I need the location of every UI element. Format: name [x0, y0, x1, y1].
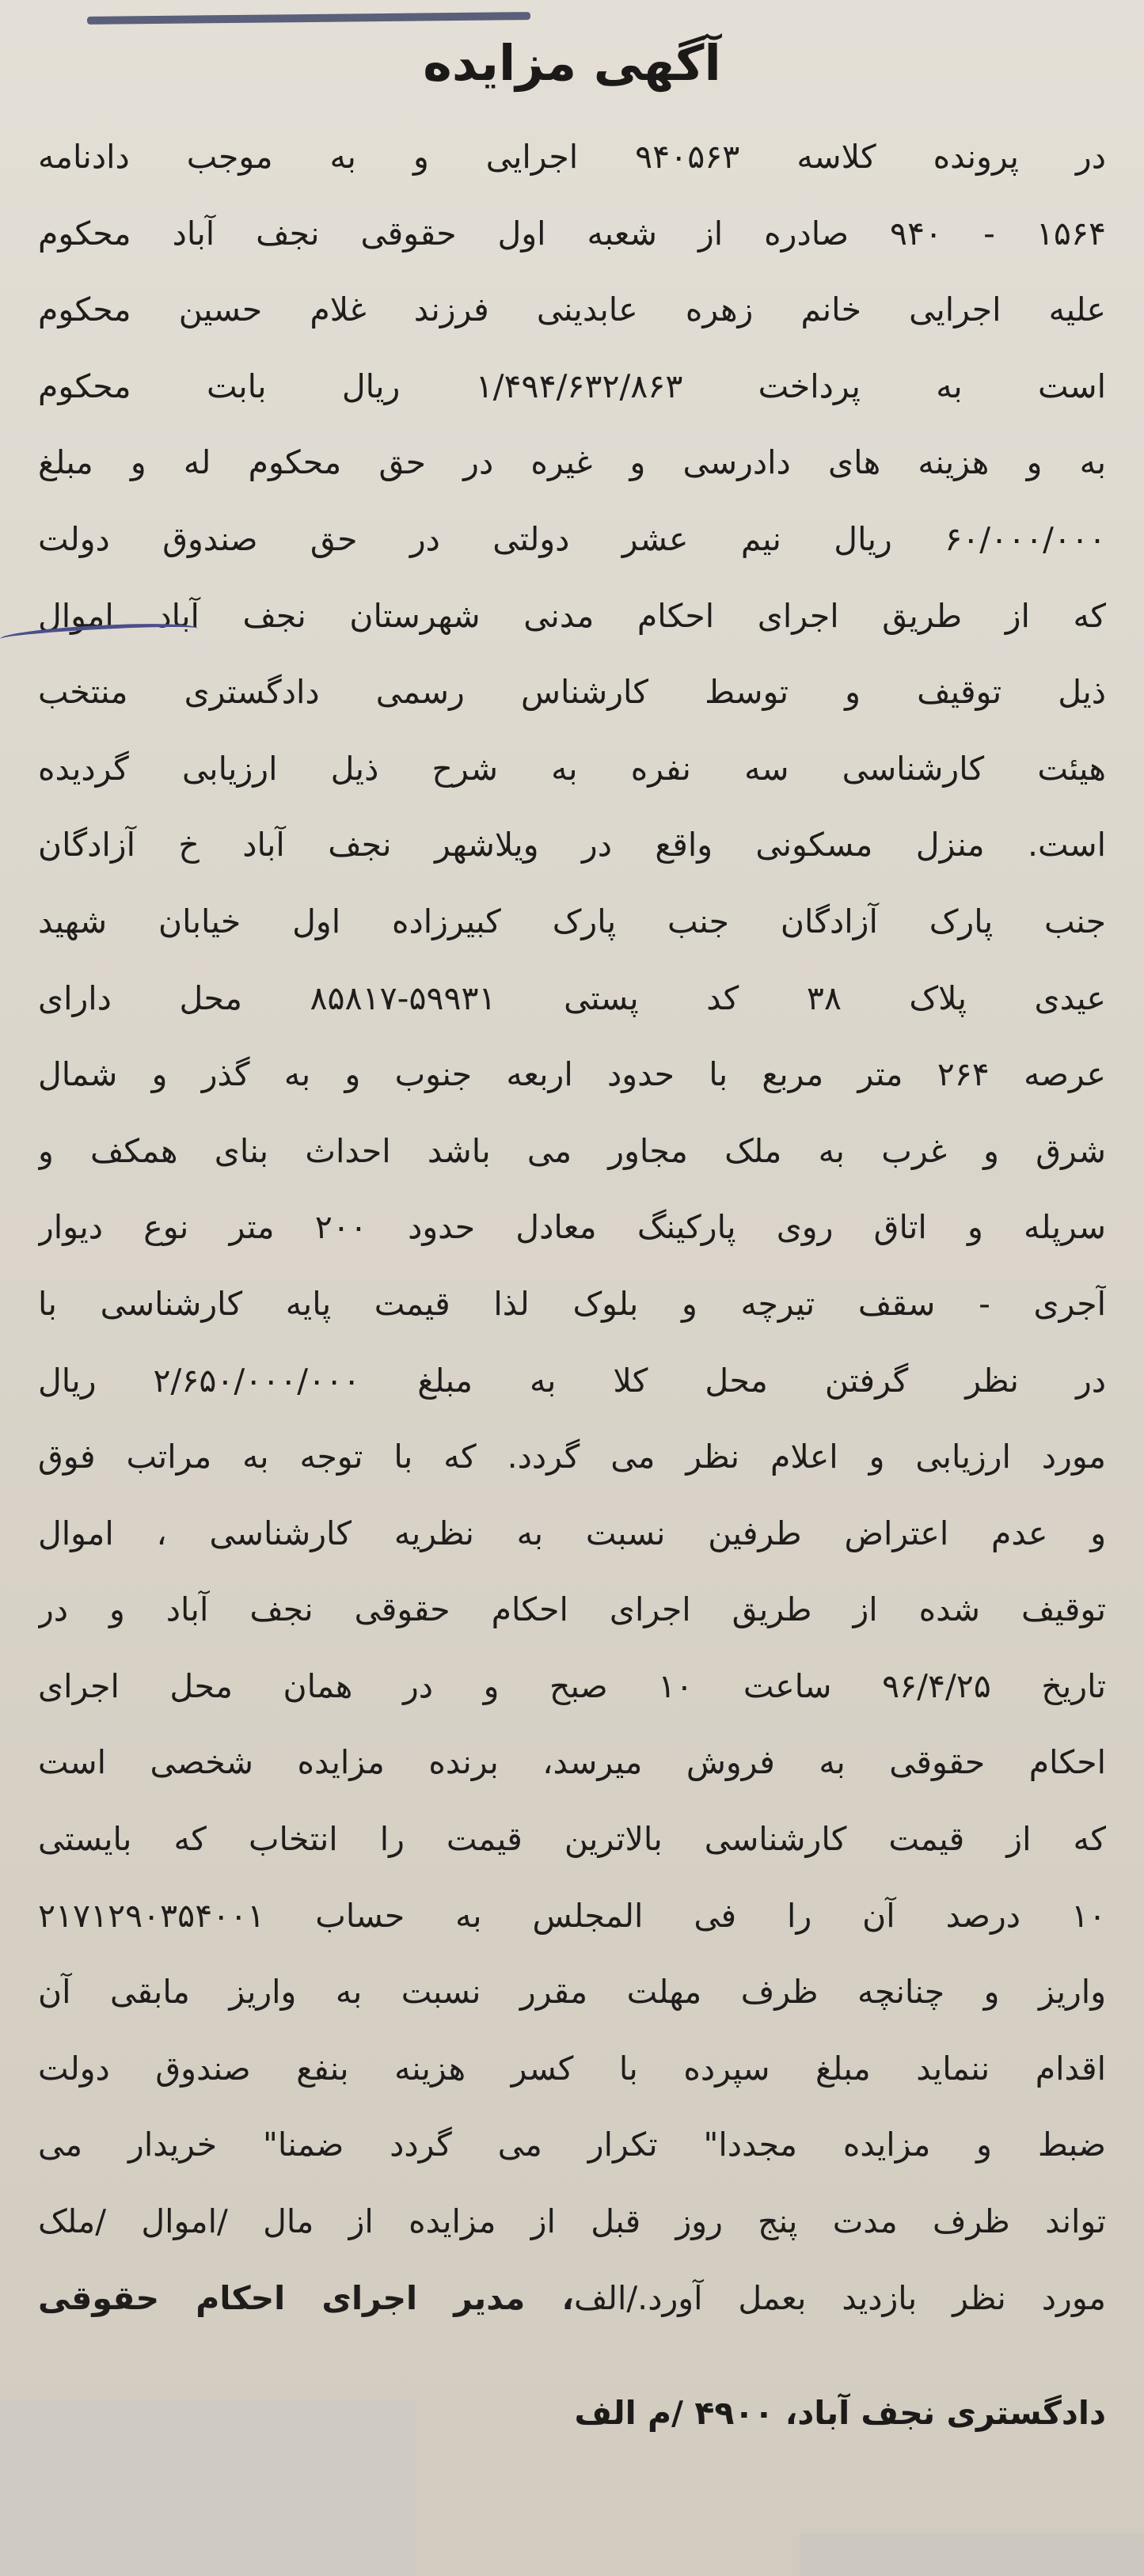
body-line: ۱۰ درصد آن را فی المجلس به حساب ۲۱۷۱۲۹۰۳۵۴۰۰۱ [38, 1896, 1106, 1935]
last-line-bold: ، مدیر اجرای احکام حقوقی [38, 2278, 575, 2317]
body-line: اقدام ننماید مبلغ سپرده با کسر هزینه بنفع صندوق دولت [38, 2049, 1106, 2088]
body-line: علیه اجرایی خانم زهره عابدینی فرزند غلام حسین محکوم [38, 291, 1106, 329]
body-line: ۶۰/۰۰۰/۰۰۰ ریال نیم عشر دولتی در حق صندوق دولت [38, 519, 1106, 558]
notice-footer: دادگستری نجف آباد، ۴۹۰۰ /م الف [574, 2394, 1106, 2432]
body-line: و عدم اعتراض طرفین نسبت به نظریه کارشناسی ، اموال [38, 1514, 1106, 1552]
top-divider [87, 12, 530, 25]
notice-body [38, 119, 1106, 2336]
torn-paper-corner [800, 2533, 1144, 2576]
body-line-signature [38, 2260, 1106, 2337]
body-line: تواند ظرف مدت پنج روز قبل از مزایده از مال /اموال /ملک [38, 2202, 1106, 2241]
body-line: هیئت کارشناسی سه نفره به شرح ذیل ارزیابی گردیده [38, 749, 1106, 788]
body-line: در پرونده کلاسه ۹۴۰۵۶۳ اجرایی و به موجب دادنامه [38, 138, 1106, 176]
body-line: احکام حقوقی به فروش میرسد، برنده مزایده شخصی است [38, 1743, 1106, 1782]
body-line: ضبط و مزایده مجددا" تکرار می گردد ضمنا" خریدار می [38, 2126, 1106, 2164]
body-line: است به پرداخت ۱/۴۹۴/۶۳۲/۸۶۳ ریال بابت محکوم [38, 367, 1106, 405]
body-line: است. منزل مسکونی واقع در ویلاشهر نجف آباد خ آزادگان [38, 826, 1106, 864]
body-line: ذیل توقیف و توسط کارشناس رسمی دادگستری منتخب [38, 673, 1106, 712]
body-line: شرق و غرب به ملک مجاور می باشد احداث بنای همکف و [38, 1131, 1106, 1170]
body-line: که از طریق اجرای احکام مدنی شهرستان نجف آباد اموال [38, 596, 1106, 635]
body-line: که از قیمت کارشناسی بالاترین قیمت را انتخاب که بایستی [38, 1820, 1106, 1859]
body-line: به و هزینه های دادرسی و غیره در حق محکوم له و مبلغ [38, 443, 1106, 482]
body-line: سرپله و اتاق روی پارکینگ معادل حدود ۲۰۰ متر نوع دیوار [38, 1208, 1106, 1247]
body-line: تاریخ ۹۶/۴/۲۵ ساعت ۱۰ صبح و در همان محل اجرای [38, 1666, 1106, 1705]
body-line: عیدی پلاک ۳۸ کد پستی ۵۹۹۳۱-۸۵۸۱۷ محل دارای [38, 978, 1106, 1017]
body-line: ۱۵۶۴ - ۹۴۰ صادره از شعبه اول حقوقی نجف آباد محکوم [38, 214, 1106, 253]
body-line: در نظر گرفتن محل کلا به مبلغ ۲/۶۵۰/۰۰۰/۰۰۰ ریال [38, 1361, 1106, 1400]
body-line: توقیف شده از طریق اجرای احکام حقوقی نجف آباد و در [38, 1590, 1106, 1629]
body-line: مورد ارزیابی و اعلام نظر می گردد. که با توجه به مراتب فوق [38, 1438, 1106, 1476]
torn-paper-area [0, 2399, 416, 2576]
body-line: آجری - سقف تیرچه و بلوک لذا قیمت پایه کارشناسی با [38, 1284, 1106, 1323]
last-line-regular: مورد نظر بازدید بعمل آورد./الف [574, 2278, 1106, 2317]
notice-title: آگهی مزایده [423, 34, 721, 92]
body-line: جنب پارک آزادگان جنب پارک کبیرزاده اول خیابان شهید [38, 902, 1106, 940]
body-line: واریز و چنانچه ظرف مهلت مقرر نسبت به واریز مابقی آن [38, 1973, 1106, 2012]
body-line: عرصه ۲۶۴ متر مربع با حدود اربعه جنوب و به گذر و شمال [38, 1055, 1106, 1094]
